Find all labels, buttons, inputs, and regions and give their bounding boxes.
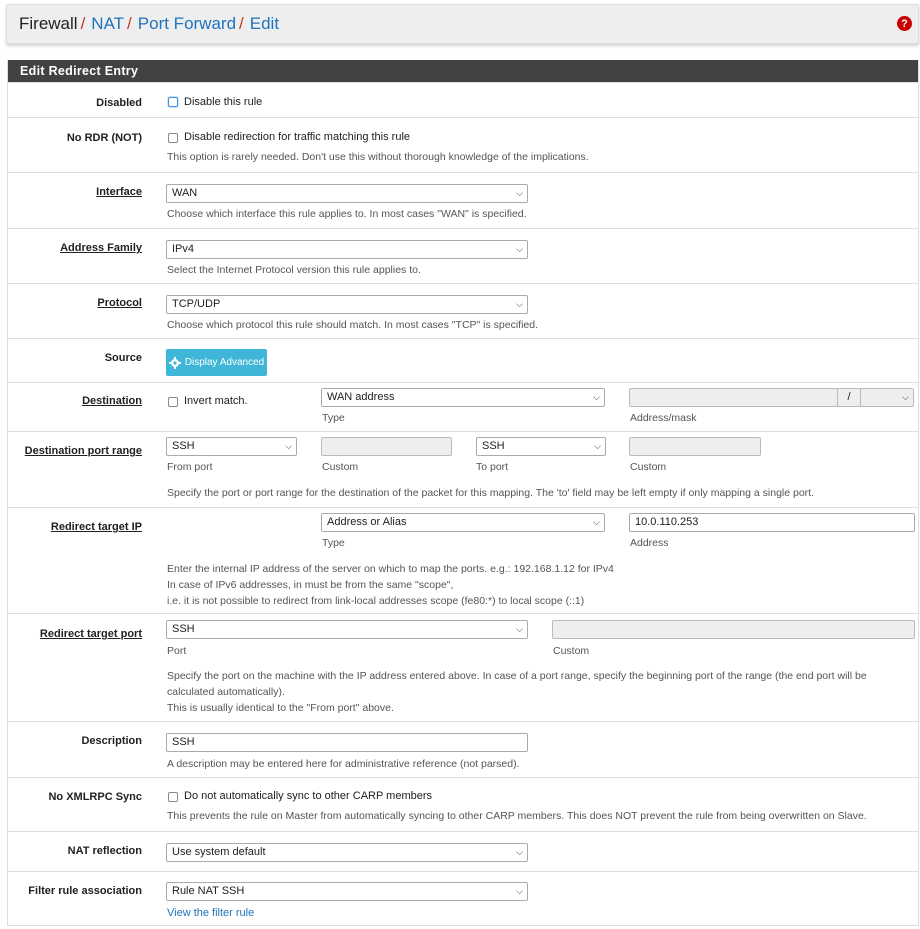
row-filter-assoc xyxy=(8,871,918,925)
redirect-port-value: SSH xyxy=(172,623,195,635)
redirect-port-caption: Port xyxy=(167,645,187,657)
redirect-port-custom-caption: Custom xyxy=(553,645,590,657)
to-port-caption: To port xyxy=(476,461,509,473)
interface-select[interactable] xyxy=(166,184,528,203)
row-disabled xyxy=(8,82,918,117)
destination-type-select[interactable] xyxy=(321,388,605,407)
invert-match-label: Invert match. xyxy=(184,395,248,407)
field-label: No RDR (NOT) xyxy=(66,132,142,144)
breadcrumb xyxy=(6,4,919,44)
chevron-down-icon: ⌵ xyxy=(285,441,292,451)
dest-port-range-help: Specify the port or port range for the destination of the packet for this mapping. The 'to' field may be left empty if only mapping a single port. xyxy=(167,487,815,499)
chevron-down-icon: ⌵ xyxy=(594,441,601,451)
xmlrpc-help: This prevents the rule on Master from automatically syncing to other CARP members. This does NOT prevent the rule from being overwritten on Slave. xyxy=(167,810,867,822)
destination-address-caption: Address/mask xyxy=(630,412,697,424)
chevron-down-icon: ⌵ xyxy=(516,299,523,309)
nordr-help: This option is rarely needed. Don't use this without thorough knowledge of the implications. xyxy=(167,151,589,163)
field-label: Filter rule association xyxy=(28,885,142,897)
address-family-value: IPv4 xyxy=(172,243,195,255)
edit-redirect-panel xyxy=(7,60,919,926)
to-port-select[interactable] xyxy=(476,437,606,456)
to-port-custom-caption: Custom xyxy=(630,461,667,473)
row-dest-port-range xyxy=(8,431,918,507)
panel-title: Edit Redirect Entry xyxy=(8,60,918,82)
redirect-ip-help-line3: i.e. it is not possible to redirect from link-local addresses scope (fe80:*) to local scope (::1) xyxy=(167,595,585,607)
from-port-value: SSH xyxy=(172,440,195,452)
destination-type-caption: Type xyxy=(322,412,345,424)
field-label: Redirect target port xyxy=(39,628,142,640)
row-interface xyxy=(8,172,918,228)
chevron-down-icon: ⌵ xyxy=(516,847,523,857)
field-label: Source xyxy=(104,352,142,364)
chevron-down-icon: ⌵ xyxy=(593,392,600,402)
row-redirect-port xyxy=(8,613,918,721)
chevron-down-icon: ⌵ xyxy=(593,517,600,527)
field-label: Disabled xyxy=(96,97,142,109)
redirect-ip-address-caption: Address xyxy=(630,537,669,549)
row-source xyxy=(8,338,918,382)
row-description xyxy=(8,721,918,777)
filter-assoc-select[interactable] xyxy=(166,882,528,901)
interface-help: Choose which interface this rule applies to. In most cases "WAN" is specified. xyxy=(167,208,527,220)
field-label: NAT reflection xyxy=(67,845,142,857)
mask-separator: / xyxy=(837,388,861,407)
chevron-down-icon: ⌵ xyxy=(902,392,909,402)
disable-rule-checkbox[interactable] xyxy=(168,97,178,107)
breadcrumb-separator: / xyxy=(80,14,86,33)
nat-reflection-select[interactable] xyxy=(166,843,528,862)
address-family-select[interactable] xyxy=(166,240,528,259)
filter-assoc-value: Rule NAT SSH xyxy=(172,885,245,897)
protocol-value: TCP/UDP xyxy=(172,298,221,310)
display-advanced-label: Display Advanced xyxy=(184,357,265,368)
protocol-select[interactable] xyxy=(166,295,528,314)
chevron-down-icon: ⌵ xyxy=(516,244,523,254)
chevron-down-icon: ⌵ xyxy=(516,188,523,198)
xmlrpc-checkbox[interactable] xyxy=(168,792,178,802)
interface-value: WAN xyxy=(172,187,198,199)
invert-match-checkbox[interactable] xyxy=(168,397,178,407)
row-xmlrpc xyxy=(8,777,918,831)
row-protocol xyxy=(8,283,918,338)
field-label: No XMLRPC Sync xyxy=(48,791,142,803)
destination-mask-select[interactable] xyxy=(860,388,914,407)
xmlrpc-checkbox-label: Do not automatically sync to other CARP members xyxy=(184,790,433,802)
nordr-checkbox[interactable] xyxy=(168,133,178,143)
field-label: Destination xyxy=(82,395,142,407)
redirect-port-help-line2: This is usually identical to the "From port" above. xyxy=(167,702,394,714)
view-filter-rule-link[interactable]: View the filter rule xyxy=(167,907,255,919)
row-nat-reflection xyxy=(8,831,918,871)
chevron-down-icon: ⌵ xyxy=(516,886,523,896)
address-family-help: Select the Internet Protocol version this rule applies to. xyxy=(167,264,421,276)
row-address-family xyxy=(8,228,918,283)
breadcrumb-port-forward[interactable]: Port Forward xyxy=(137,14,237,33)
field-label: Address Family xyxy=(60,242,142,254)
from-port-custom-caption: Custom xyxy=(322,461,359,473)
gear-icon xyxy=(169,357,181,369)
redirect-port-custom-input[interactable] xyxy=(552,620,915,639)
destination-address-input[interactable] xyxy=(629,388,838,407)
from-port-caption: From port xyxy=(167,461,213,473)
redirect-ip-address-input[interactable]: 10.0.110.253 xyxy=(629,513,915,532)
field-label: Destination port range xyxy=(24,445,142,457)
breadcrumb-separator: / xyxy=(127,14,132,33)
destination-type-value: WAN address xyxy=(327,391,395,403)
field-label: Protocol xyxy=(97,297,142,309)
field-label: Redirect target IP xyxy=(50,521,142,533)
breadcrumb-nat[interactable]: NAT xyxy=(91,14,125,33)
field-label: Interface xyxy=(96,186,142,198)
breadcrumb-firewall[interactable]: Firewall xyxy=(19,14,78,33)
description-help: A description may be entered here for administrative reference (not parsed). xyxy=(167,758,520,770)
redirect-ip-help-line1: Enter the internal IP address of the server on which to map the ports. e.g.: 192.168.1.12 for IPv4 xyxy=(167,563,614,575)
description-input[interactable]: SSH xyxy=(166,733,528,752)
row-nordr xyxy=(8,117,918,172)
redirect-ip-help-line2: In case of IPv6 addresses, in must be from the same "scope", xyxy=(167,579,454,591)
breadcrumb-edit[interactable]: Edit xyxy=(249,14,280,33)
to-port-custom-input[interactable] xyxy=(629,437,761,456)
redirect-port-select[interactable] xyxy=(166,620,528,639)
field-label: Description xyxy=(81,735,142,747)
redirect-ip-type-value: Address or Alias xyxy=(327,516,407,528)
to-port-value: SSH xyxy=(482,440,505,452)
redirect-port-help-line1: Specify the port on the machine with the IP address entered above. In case of a port range, specify the beginning port of the range (the end port will be calculated automatically). xyxy=(167,670,867,698)
redirect-ip-type-caption: Type xyxy=(322,537,345,549)
display-advanced-button[interactable] xyxy=(166,349,267,376)
redirect-ip-type-select[interactable] xyxy=(321,513,605,532)
protocol-help: Choose which protocol this rule should match. In most cases "TCP" is specified. xyxy=(167,319,539,331)
row-redirect-ip xyxy=(8,507,918,613)
breadcrumb-separator: / xyxy=(239,14,244,33)
nordr-checkbox-label: Disable redirection for traffic matching this rule xyxy=(184,131,411,143)
from-port-select[interactable] xyxy=(166,437,297,456)
disable-rule-label: Disable this rule xyxy=(184,96,263,108)
nat-reflection-value: Use system default xyxy=(172,846,266,858)
from-port-custom-input[interactable] xyxy=(321,437,452,456)
row-destination xyxy=(8,382,918,431)
help-icon[interactable]: ? xyxy=(897,16,912,31)
chevron-down-icon: ⌵ xyxy=(516,624,523,634)
